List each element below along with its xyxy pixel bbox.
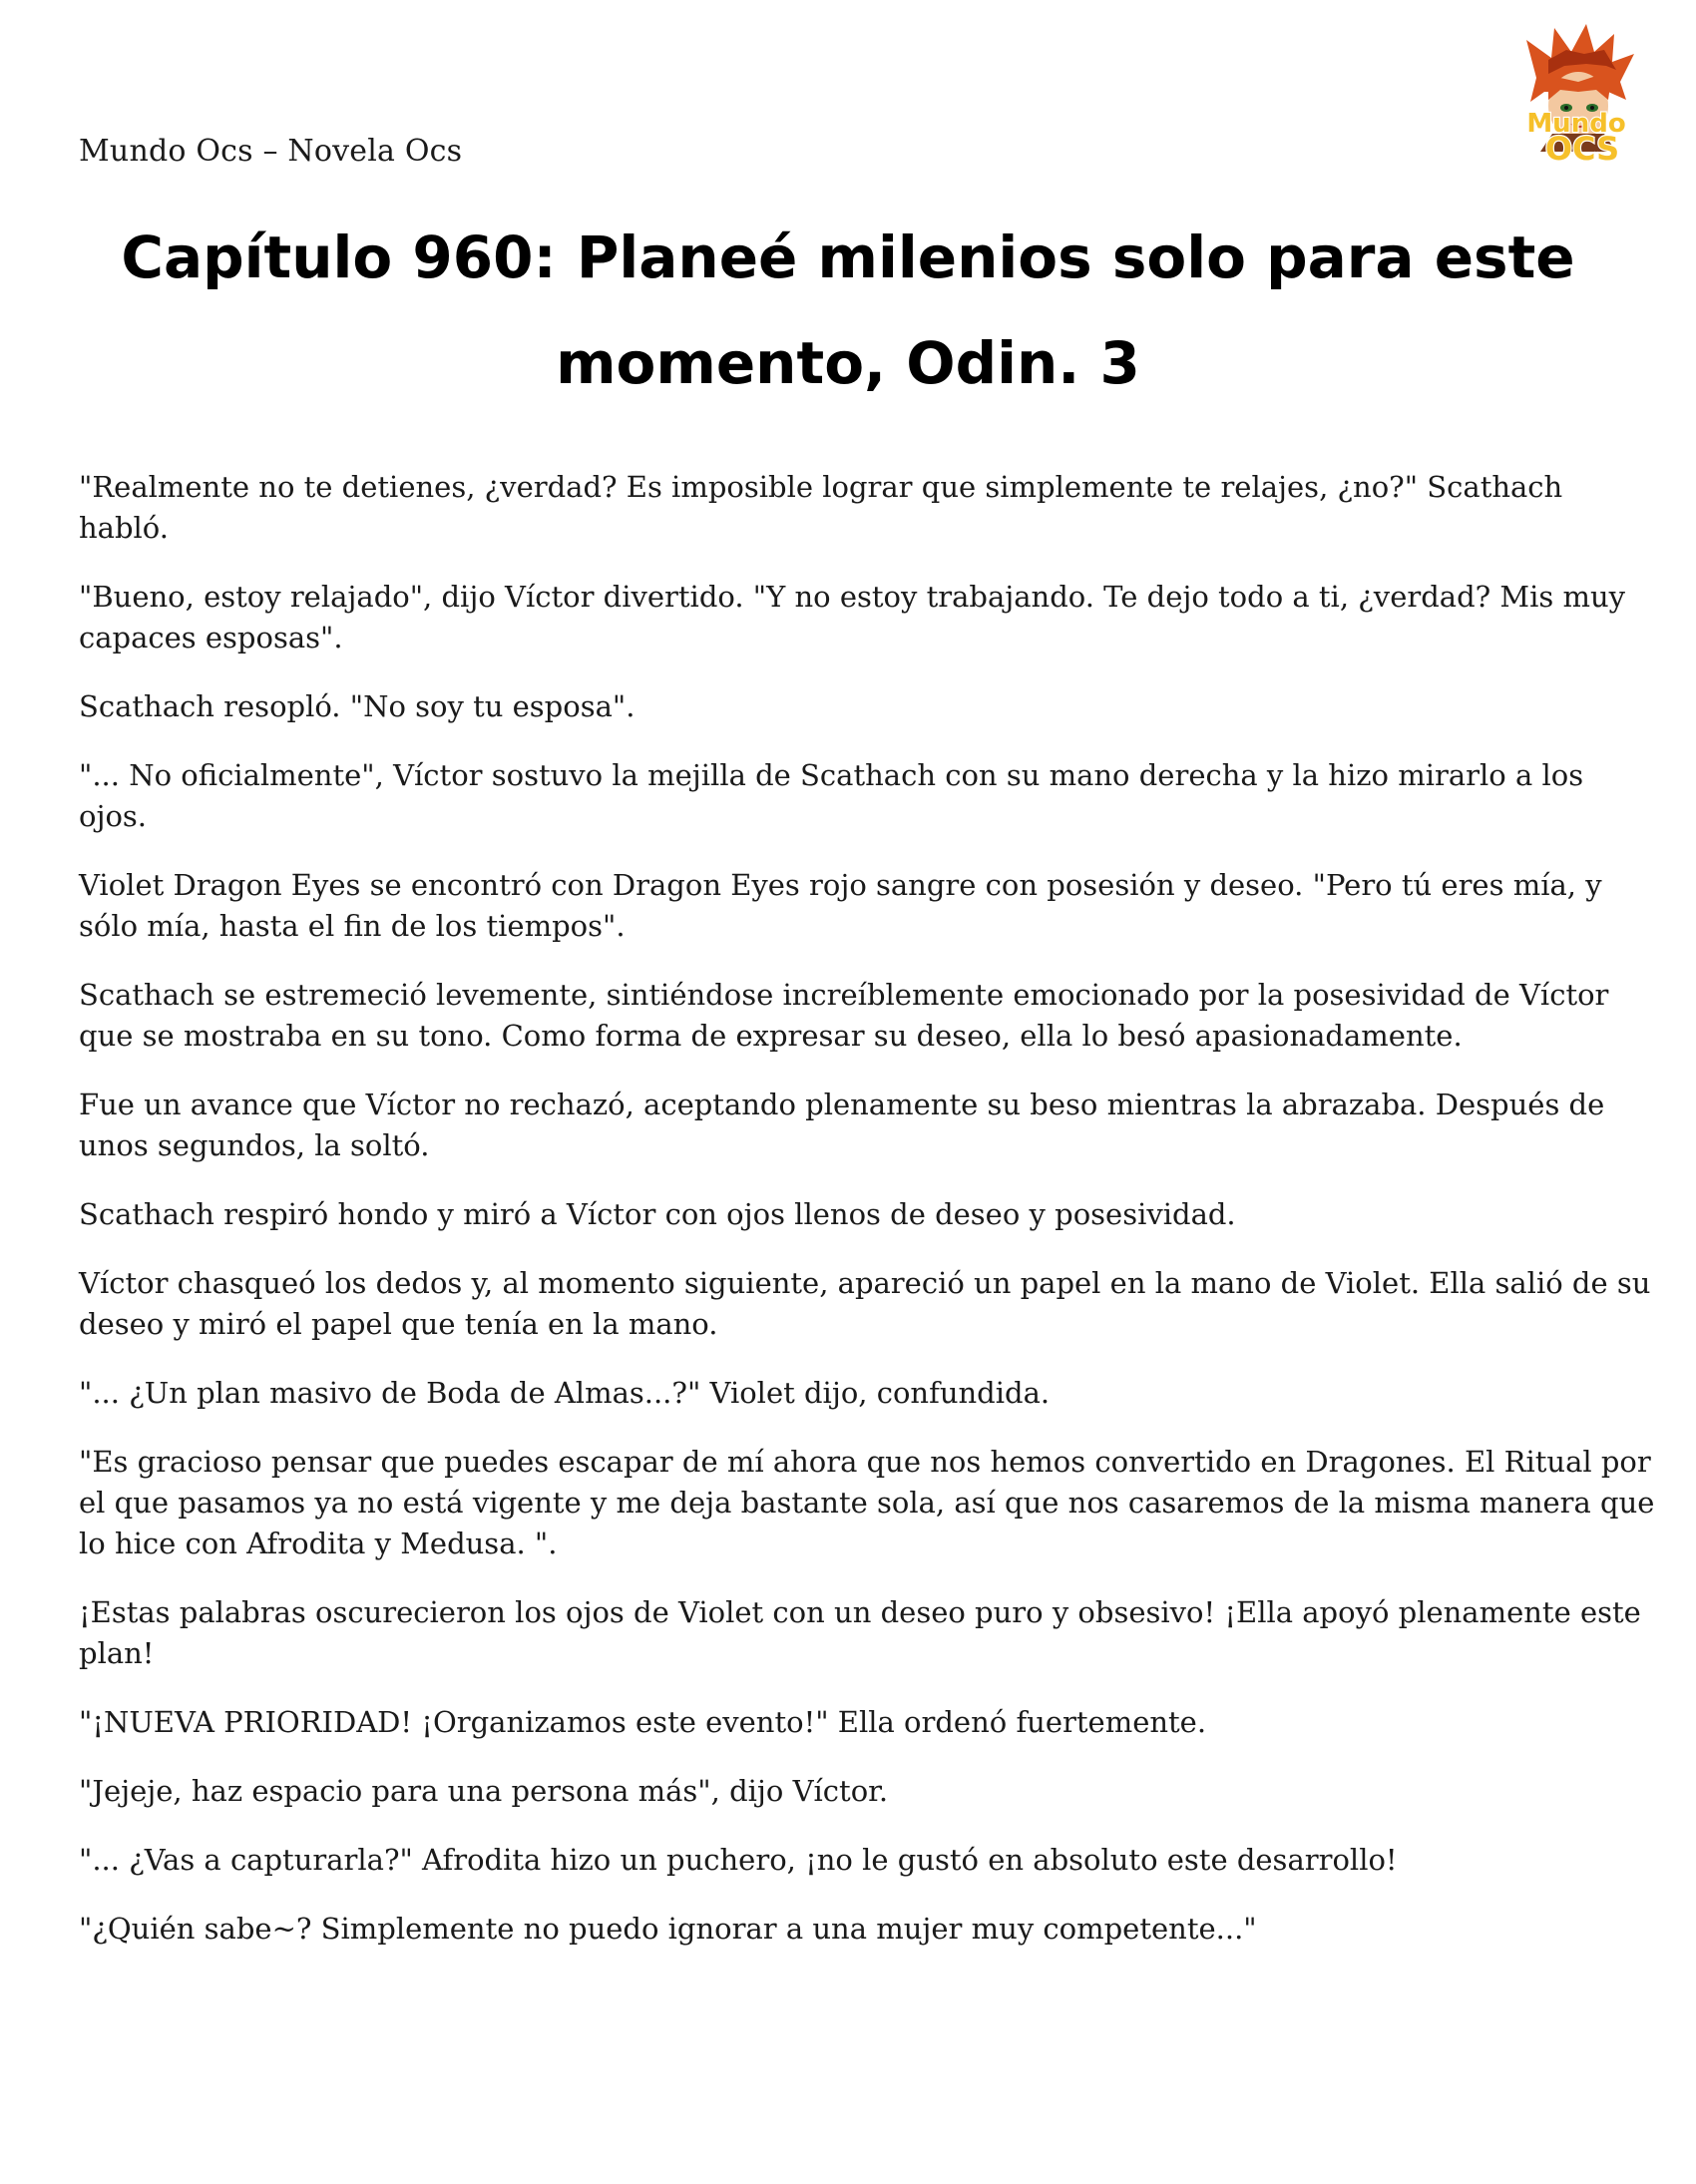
site-header: Mundo Ocs – Novela Ocs bbox=[79, 134, 463, 169]
paragraph: "... ¿Un plan masivo de Boda de Almas...?" Violet dijo, confundida. bbox=[79, 1376, 1051, 1410]
paragraph: "... ¿Vas a capturarla?" Afrodita hizo un puchero, ¡no le gustó en absoluto este desarrollo! bbox=[79, 1843, 1398, 1877]
paragraph: "Bueno, estoy relajado", dijo Víctor divertido. "Y no estoy trabajando. Te dejo todo a ti, ¿verdad? Mis muy capaces esposas". bbox=[79, 580, 1626, 655]
paragraph: "Jejeje, haz espacio para una persona más", dijo Víctor. bbox=[79, 1774, 889, 1808]
logo-text-top: Mundo bbox=[1526, 109, 1626, 139]
mundo-ocs-logo bbox=[1496, 20, 1656, 170]
paragraph: Scathach se estremeció levemente, sintiéndose increíblemente emocionado por la posesividad de Víctor que se mostraba en su tono. Como forma de expresar su deseo, ella lo besó apasionadamente. bbox=[79, 978, 1609, 1053]
paragraph: Fue un avance que Víctor no rechazó, aceptando plenamente su beso mientras la abrazaba. Después de unos segundos, la soltó. bbox=[79, 1088, 1605, 1162]
paragraph: "... No oficialmente", Víctor sostuvo la mejilla de Scathach con su mano derecha y la hizo mirarlo a los ojos. bbox=[79, 758, 1584, 833]
paragraph: Violet Dragon Eyes se encontró con Dragon Eyes rojo sangre con posesión y deseo. "Pero tú eres mía, y sólo mía, hasta el fin de los tiempos". bbox=[79, 868, 1602, 943]
paragraph: "Realmente no te detienes, ¿verdad? Es imposible lograr que simplemente te relajes, ¿no?" Scathach habló. bbox=[79, 470, 1563, 545]
logo-text-bottom: OCS bbox=[1544, 130, 1620, 168]
paragraph: "Es gracioso pensar que puedes escapar de mí ahora que nos hemos convertido en Dragones. El Ritual por el que pasamos ya no está vigente y me deja bastante sola, así que nos casaremos de la misma manera que lo hice con Afrodita y Medusa. ". bbox=[79, 1445, 1655, 1560]
chapter-title: Capítulo 960: Planeé milenios solo para este momento, Odin. 3 bbox=[121, 223, 1575, 397]
paragraph: "¡NUEVA PRIORIDAD! ¡Organizamos este evento!" Ella ordenó fuertemente. bbox=[79, 1705, 1207, 1739]
paragraph: Scathach resopló. "No soy tu esposa". bbox=[79, 689, 636, 723]
paragraph: Scathach respiró hondo y miró a Víctor con ojos llenos de deseo y posesividad. bbox=[79, 1197, 1236, 1231]
paragraph: Víctor chasqueó los dedos y, al momento siguiente, apareció un papel en la mano de Violet. Ella salió de su deseo y miró el papel que tenía en la mano. bbox=[79, 1266, 1651, 1341]
paragraph: ¡Estas palabras oscurecieron los ojos de Violet con un deseo puro y obsesivo! ¡Ella apoyó plenamente este plan! bbox=[79, 1595, 1641, 1670]
paragraph: "¿Quién sabe~? Simplemente no puedo ignorar a una mujer muy competente..." bbox=[79, 1912, 1257, 1946]
chapter-body bbox=[79, 467, 1655, 1977]
